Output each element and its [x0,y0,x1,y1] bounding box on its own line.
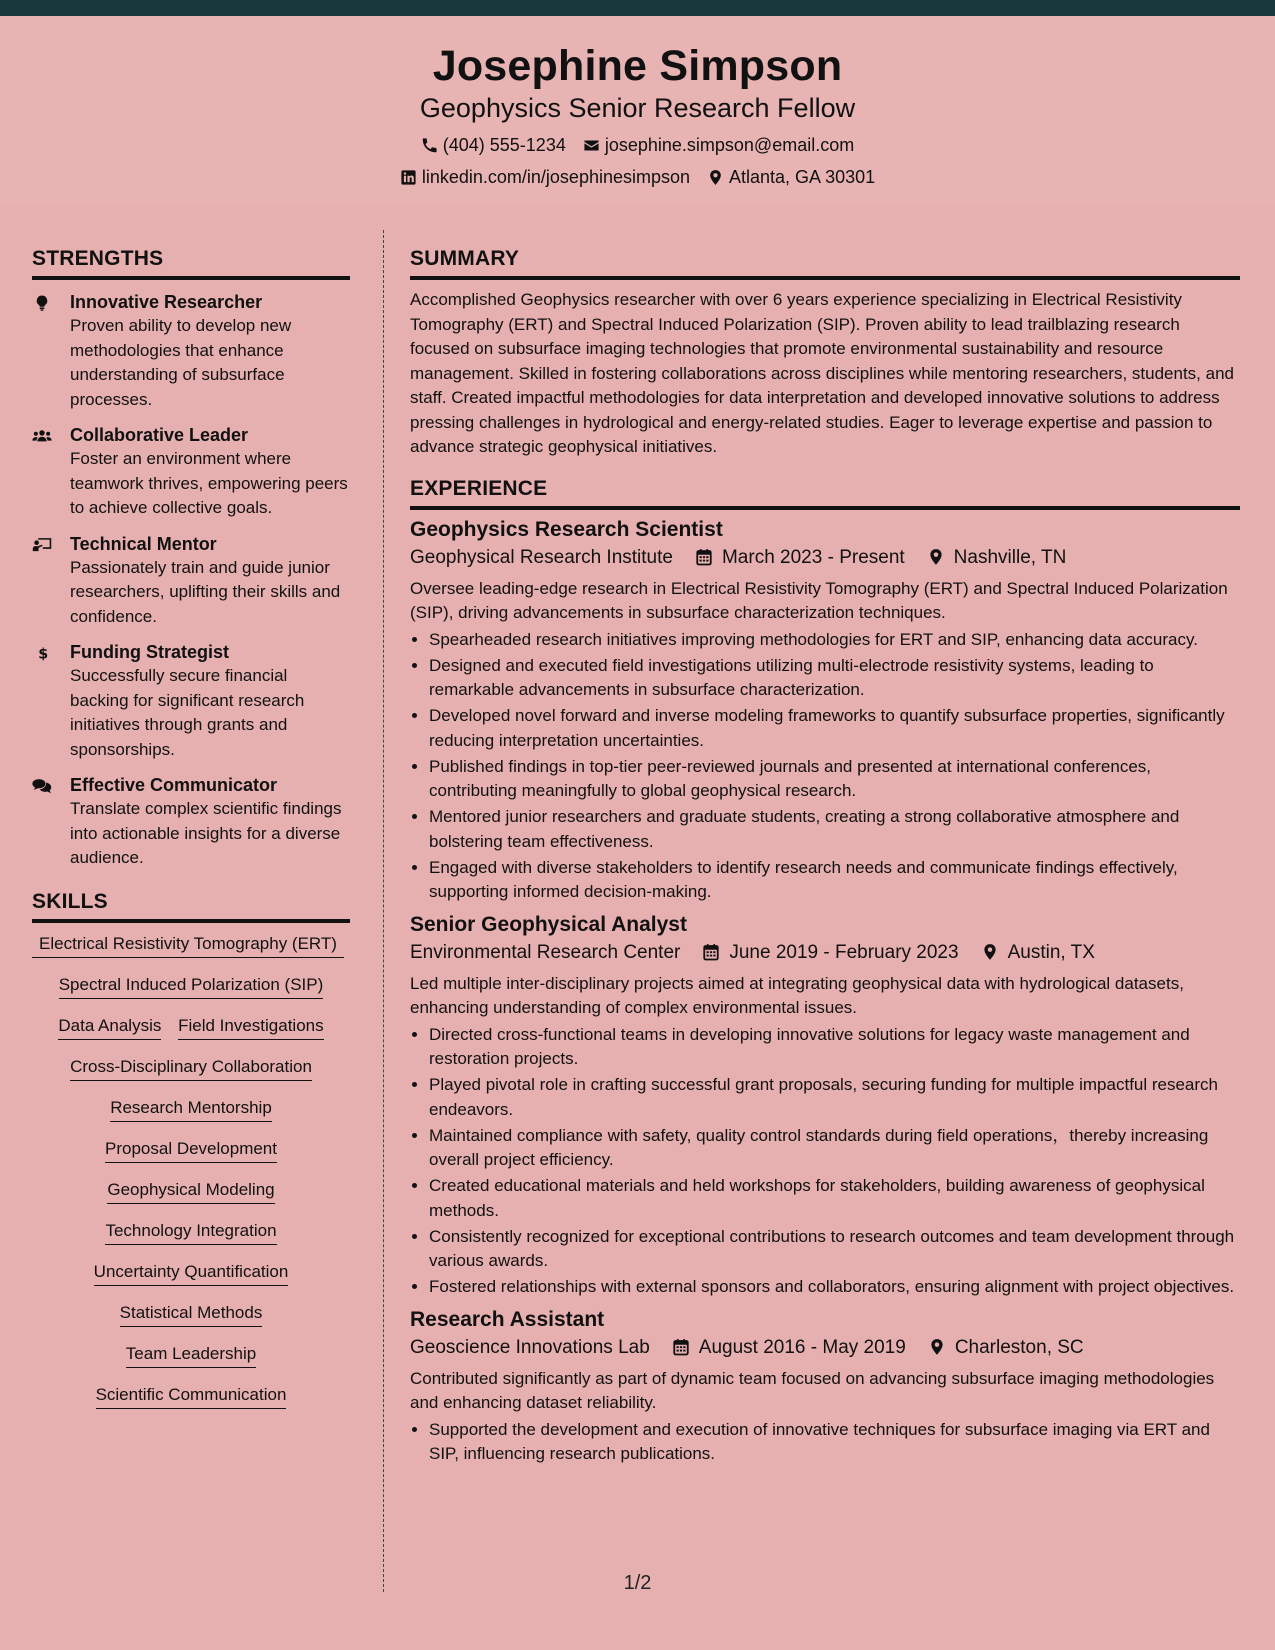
bullet-item: • Directed cross-functional teams in developing innovative solutions for legacy waste management and restoration projects. [429,1023,1240,1072]
job-meta [410,939,1240,966]
users-icon [32,427,52,445]
skill-tag: Statistical Methods [120,1301,263,1327]
skill-tag: Technology Integration [105,1219,276,1245]
dollar-icon [32,644,52,662]
strength-title: Collaborative Leader [70,425,249,445]
job-title: Geophysics Research Scientist [410,517,723,541]
right-column [410,244,1240,1473]
strength-item [32,773,350,871]
experience-heading: EXPERIENCE [410,474,1240,510]
strength-title: Effective Communicator [70,775,278,795]
skill-tag: Data Analysis [58,1014,161,1040]
job-description: Oversee leading-edge research in Electrical Resistivity Tomography (ERT) and Spectral Induced Polarization (SIP), driving advancements in subsurface characterization techniques. [410,578,1228,622]
strength-item [32,290,350,412]
strength-title: Innovative Researcher [70,292,263,312]
strength-item [32,532,350,630]
summary-heading: SUMMARY [410,244,1240,280]
job-bullets [410,1418,1240,1467]
job-title: Senior Geophysical Analyst [410,912,687,936]
contact-row-1 [0,134,1275,156]
strength-description: Translate complex scientific findings into actionable insights for a diverse audience. [70,799,342,867]
strength-item [32,640,350,762]
candidate-title: Geophysics Senior Research Fellow [419,93,856,123]
phone-text: (404) 555-1234 [442,135,566,155]
bullet-item: • Spearheaded research initiatives improving methodologies for ERT and SIP, enhancing data accuracy. [429,628,1240,653]
calendar-icon [695,548,713,566]
bullet-item: • Created educational materials and held workshops for stakeholders, building awareness of geophysical methods. [429,1174,1240,1223]
job-description: Led multiple inter-disciplinary projects aimed at integrating geophysical data with hydrological datasets, enhancing understanding of complex environmental issues. [410,973,1184,1017]
location-text: Atlanta, GA 30301 [729,167,876,187]
strength-description: Proven ability to develop new methodologies that enhance understanding of subsurface processes. [70,316,292,409]
email-text: josephine.simpson@email.com [604,135,855,155]
map-pin-icon [927,548,945,566]
job-description: Contributed significantly as part of dynamic team focused on advancing subsurface imaging methodologies and enhancing dataset reliability. [410,1368,1215,1412]
strength-description: Passionately train and guide junior researchers, uplifting their skills and confidence. [70,557,341,626]
skills-heading: SKILLS [32,887,350,923]
column-divider [383,230,384,1592]
skill-tag: Electrical Resistivity Tomography (ERT) [32,932,344,958]
left-column [32,244,350,1415]
bullet-item: • Played pivotal role in crafting successful grant proposals, securing funding for multiple impactful research endeavors. [429,1073,1240,1122]
linkedin-icon [400,169,417,186]
strength-description: Successfully secure financial backing for significant research initiatives through grants and sponsorships. [70,666,305,759]
job-entry [410,911,1240,1300]
skill-tag: Uncertainty Quantification [94,1260,289,1286]
page-number: 1/2 [623,1572,652,1594]
job-company: Environmental Research Center [410,941,681,963]
skill-tag: Team Leadership [126,1342,256,1368]
skill-tag: Cross-Disciplinary Collaboration [70,1055,312,1081]
location-contact [707,166,875,188]
envelope-icon [583,137,600,154]
strength-item [32,423,350,521]
email-contact[interactable] [583,134,854,156]
comments-icon [32,777,52,795]
bullet-item: • Published findings in top-tier peer-reviewed journals and presented at international conferences, contributing meaningfully to global geophysical research. [429,755,1240,804]
job-meta [410,544,1240,571]
bullet-item: • Developed novel forward and inverse modeling frameworks to quantify subsurface properties, significantly reducing interpretation uncertainties. [429,704,1240,753]
candidate-name: Josephine Simpson [432,42,843,90]
job-dates: August 2016 - May 2019 [698,1336,906,1358]
skill-tag: Scientific Communication [96,1383,287,1409]
job-dates: June 2019 - February 2023 [729,941,959,963]
phone-icon [421,137,438,154]
strength-description: Foster an environment where teamwork thrives, empowering peers to achieve collective goals. [70,449,348,517]
bullet-item: • Supported the development and execution of innovative techniques for subsurface imaging via ERT and SIP, influencing research publications. [429,1418,1240,1467]
contact-row-2 [0,166,1275,188]
bullet-item: • Engaged with diverse stakeholders to identify research needs and communicate findings effectively, supporting informed decision-making. [429,856,1240,905]
job-title: Research Assistant [410,1307,605,1331]
job-company: Geoscience Innovations Lab [410,1336,650,1358]
map-pin-icon [928,1338,946,1356]
bullet-item: • Consistently recognized for exceptional contributions to research outcomes and team development through various awards. [429,1225,1240,1274]
strength-title: Technical Mentor [70,533,217,554]
linkedin-text: linkedin.com/in/josephinesimpson [421,167,691,187]
skill-tag: Research Mentorship [110,1096,272,1122]
job-location: Nashville, TN [953,546,1067,568]
skill-tag: Proposal Development [105,1137,277,1163]
job-location: Austin, TX [1007,941,1095,963]
strength-title: Funding Strategist [70,642,229,662]
strengths-list [32,290,350,871]
skills-list [32,932,350,1415]
bullet-item: • Fostered relationships with external sponsors and collaborators, ensuring alignment with project objectives. [429,1275,1240,1300]
map-pin-icon [707,169,724,186]
job-entry [410,1306,1240,1467]
calendar-icon [702,943,720,961]
calendar-icon [672,1338,690,1356]
job-bullets [410,628,1240,905]
bullet-item: • Mentored junior researchers and graduate students, creating a strong collaborative atmosphere and bolstering team effectiveness. [429,805,1240,854]
job-meta [410,1334,1240,1361]
chalkboard-teacher-icon [32,536,52,554]
job-location: Charleston, SC [954,1336,1084,1358]
linkedin-contact[interactable] [400,166,690,188]
map-pin-icon [981,943,999,961]
resume-header [0,16,1275,204]
phone-contact [421,134,566,156]
bullet-item: • Designed and executed field investigations utilizing multi-electrode resistivity systems, leading to remarkable advancements in subsurface characterization. [429,654,1240,703]
strengths-heading: STRENGTHS [32,244,350,280]
job-company: Geophysical Research Institute [410,546,673,568]
svg-text:$: $ [38,646,49,662]
top-accent-bar [0,0,1275,16]
job-bullets [410,1023,1240,1300]
skill-tag: Spectral Induced Polarization (SIP) [59,973,324,999]
job-entry [410,516,1240,905]
skill-tag: Field Investigations [178,1014,324,1040]
bullet-item: • Maintained compliance with safety, quality control standards during field operations，thereby increasing overall project efficiency. [429,1124,1240,1173]
summary-text: Accomplished Geophysics researcher with over 6 years experience specializing in Electrical Resistivity Tomography (ERT) and Spectral Induced Polarization (SIP). Proven ability to lead trailblazing research focused on subsurface imaging technologies that promote environmental sustainability and resource management. Skilled in fostering collaborations across disciplines while mentoring researchers, students, and staff. Created impactful methodologies for data interpretation and developed innovative solutions to address pressing challenges in hydrological and energy-related studies. Eager to leverage expertise and passion to advance strategic geophysical initiatives. [410,290,1234,456]
skill-tag: Geophysical Modeling [107,1178,274,1204]
lightbulb-icon [32,294,52,312]
job-dates: March 2023 - Present [721,546,905,568]
